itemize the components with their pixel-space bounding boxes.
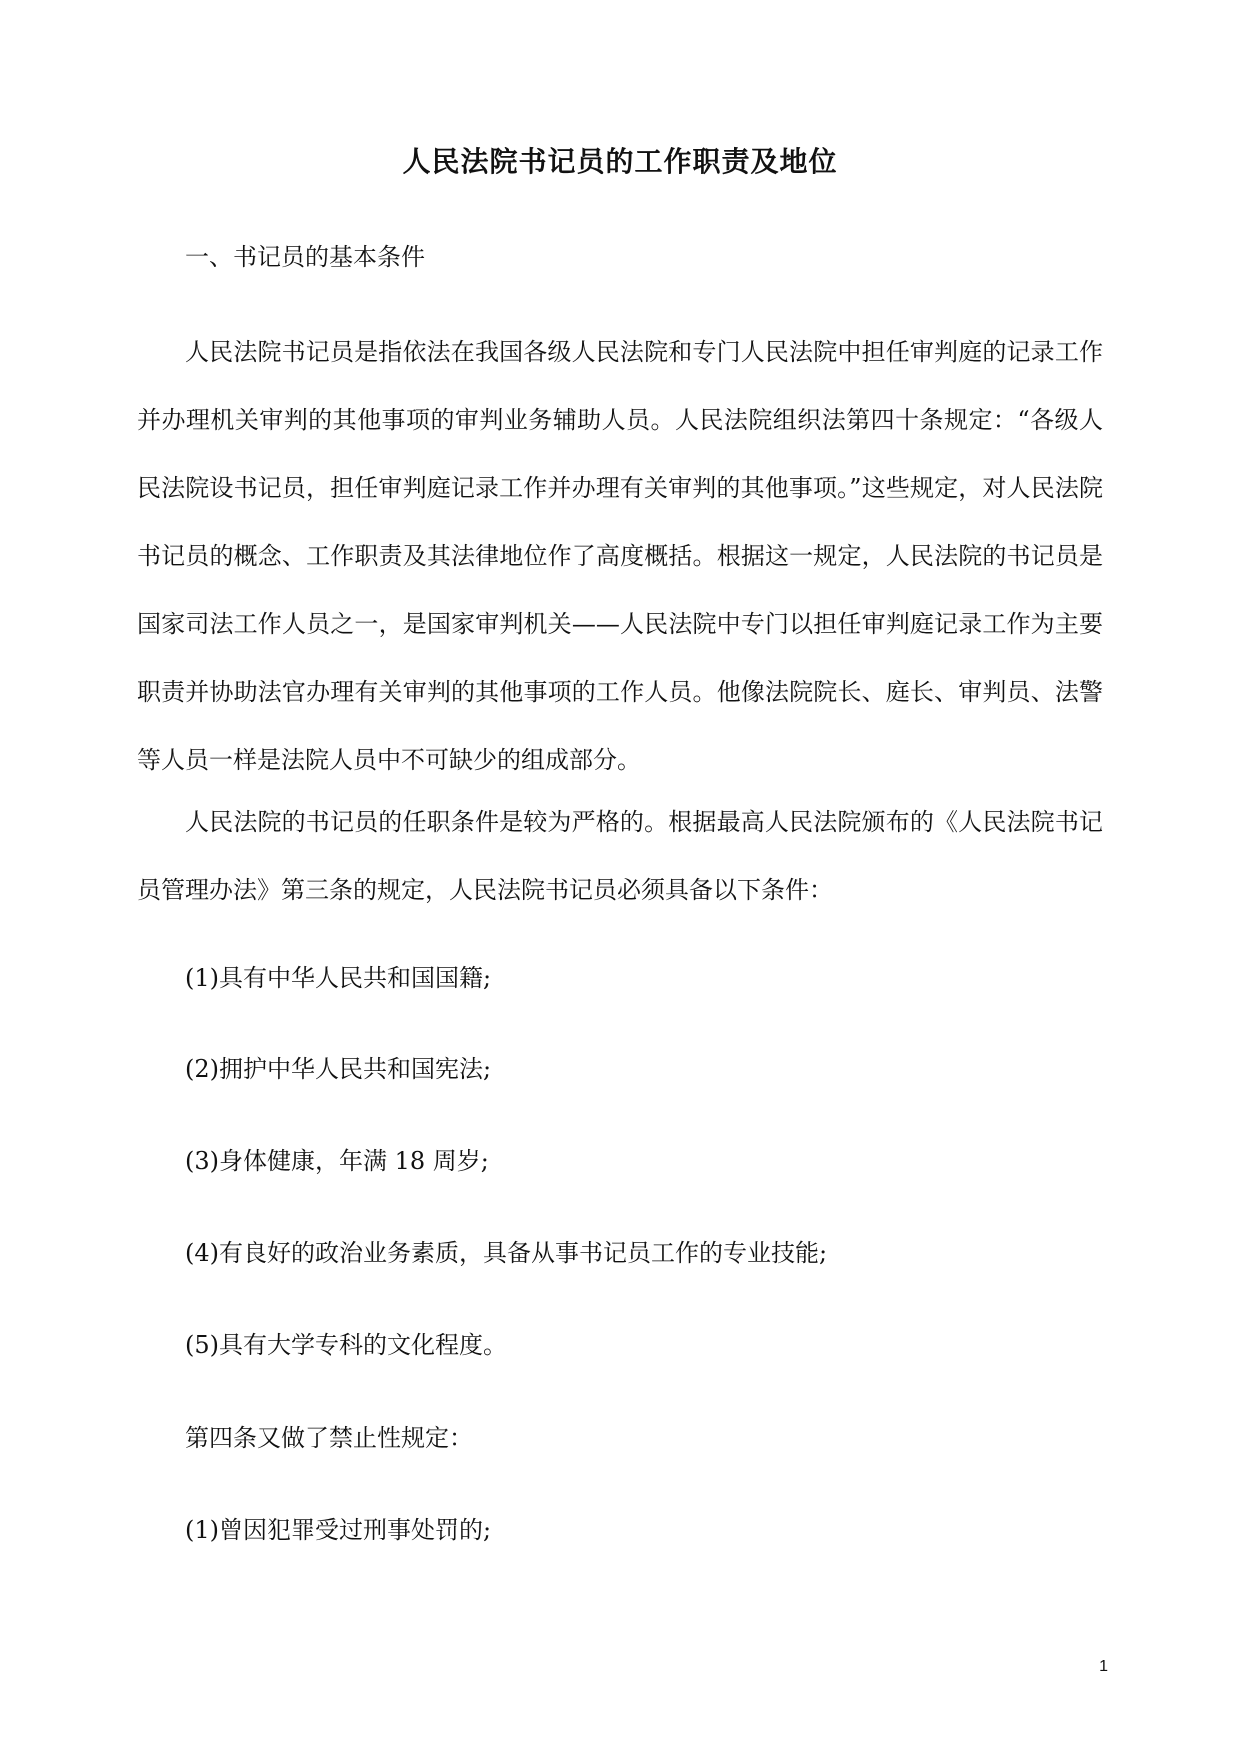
requirement-item-5: (5)具有大学专科的文化程度。 <box>185 1331 507 1359</box>
requirement-item-2: (2)拥护中华人民共和国宪法; <box>185 1055 492 1083</box>
prohibition-item-1: (1)曾因犯罪受过刑事处罚的; <box>185 1516 492 1544</box>
requirement-item-4: (4)有良好的政治业务素质，具备从事书记员工作的专业技能; <box>185 1239 828 1267</box>
prohibition-intro: 第四条又做了禁止性规定： <box>185 1424 473 1452</box>
requirement-item-3: (3)身体健康，年满 18 周岁; <box>185 1147 489 1175</box>
paragraph-definition: 人民法院书记员是指依法在我国各级人民法院和专门人民法院中担任审判庭的记录工作并办理机关审判的其他事项的审判业务辅助人员。人民法院组织法第四十条规定：“各级人民法院设书记员，担任审判庭记录工作并办理有关审判的其他事项。”这些规定，对人民法院书记员的概念、工作职责及其法律地位作了高度概括。根据这一规定，人民法院的书记员是国家司法工作人员之一，是国家审判机关——人民法院中专门以担任审判庭记录工作为主要职责并协助法官办理有关审判的其他事项的工作人员。他像法院院长、庭长、审判员、法警等人员一样是法院人员中不可缺少的组成部分。 <box>137 338 1103 774</box>
section-heading: 一、书记员的基本条件 <box>185 243 425 271</box>
requirement-item-1: (1)具有中华人民共和国国籍; <box>185 964 492 992</box>
document-title: 人民法院书记员的工作职责及地位 <box>402 145 838 178</box>
page-number: 1 <box>1099 1658 1108 1675</box>
paragraph-requirements: 人民法院的书记员的任职条件是较为严格的。根据最高人民法院颁布的《人民法院书记员管理办法》第三条的规定，人民法院书记员必须具备以下条件： <box>137 808 1103 904</box>
